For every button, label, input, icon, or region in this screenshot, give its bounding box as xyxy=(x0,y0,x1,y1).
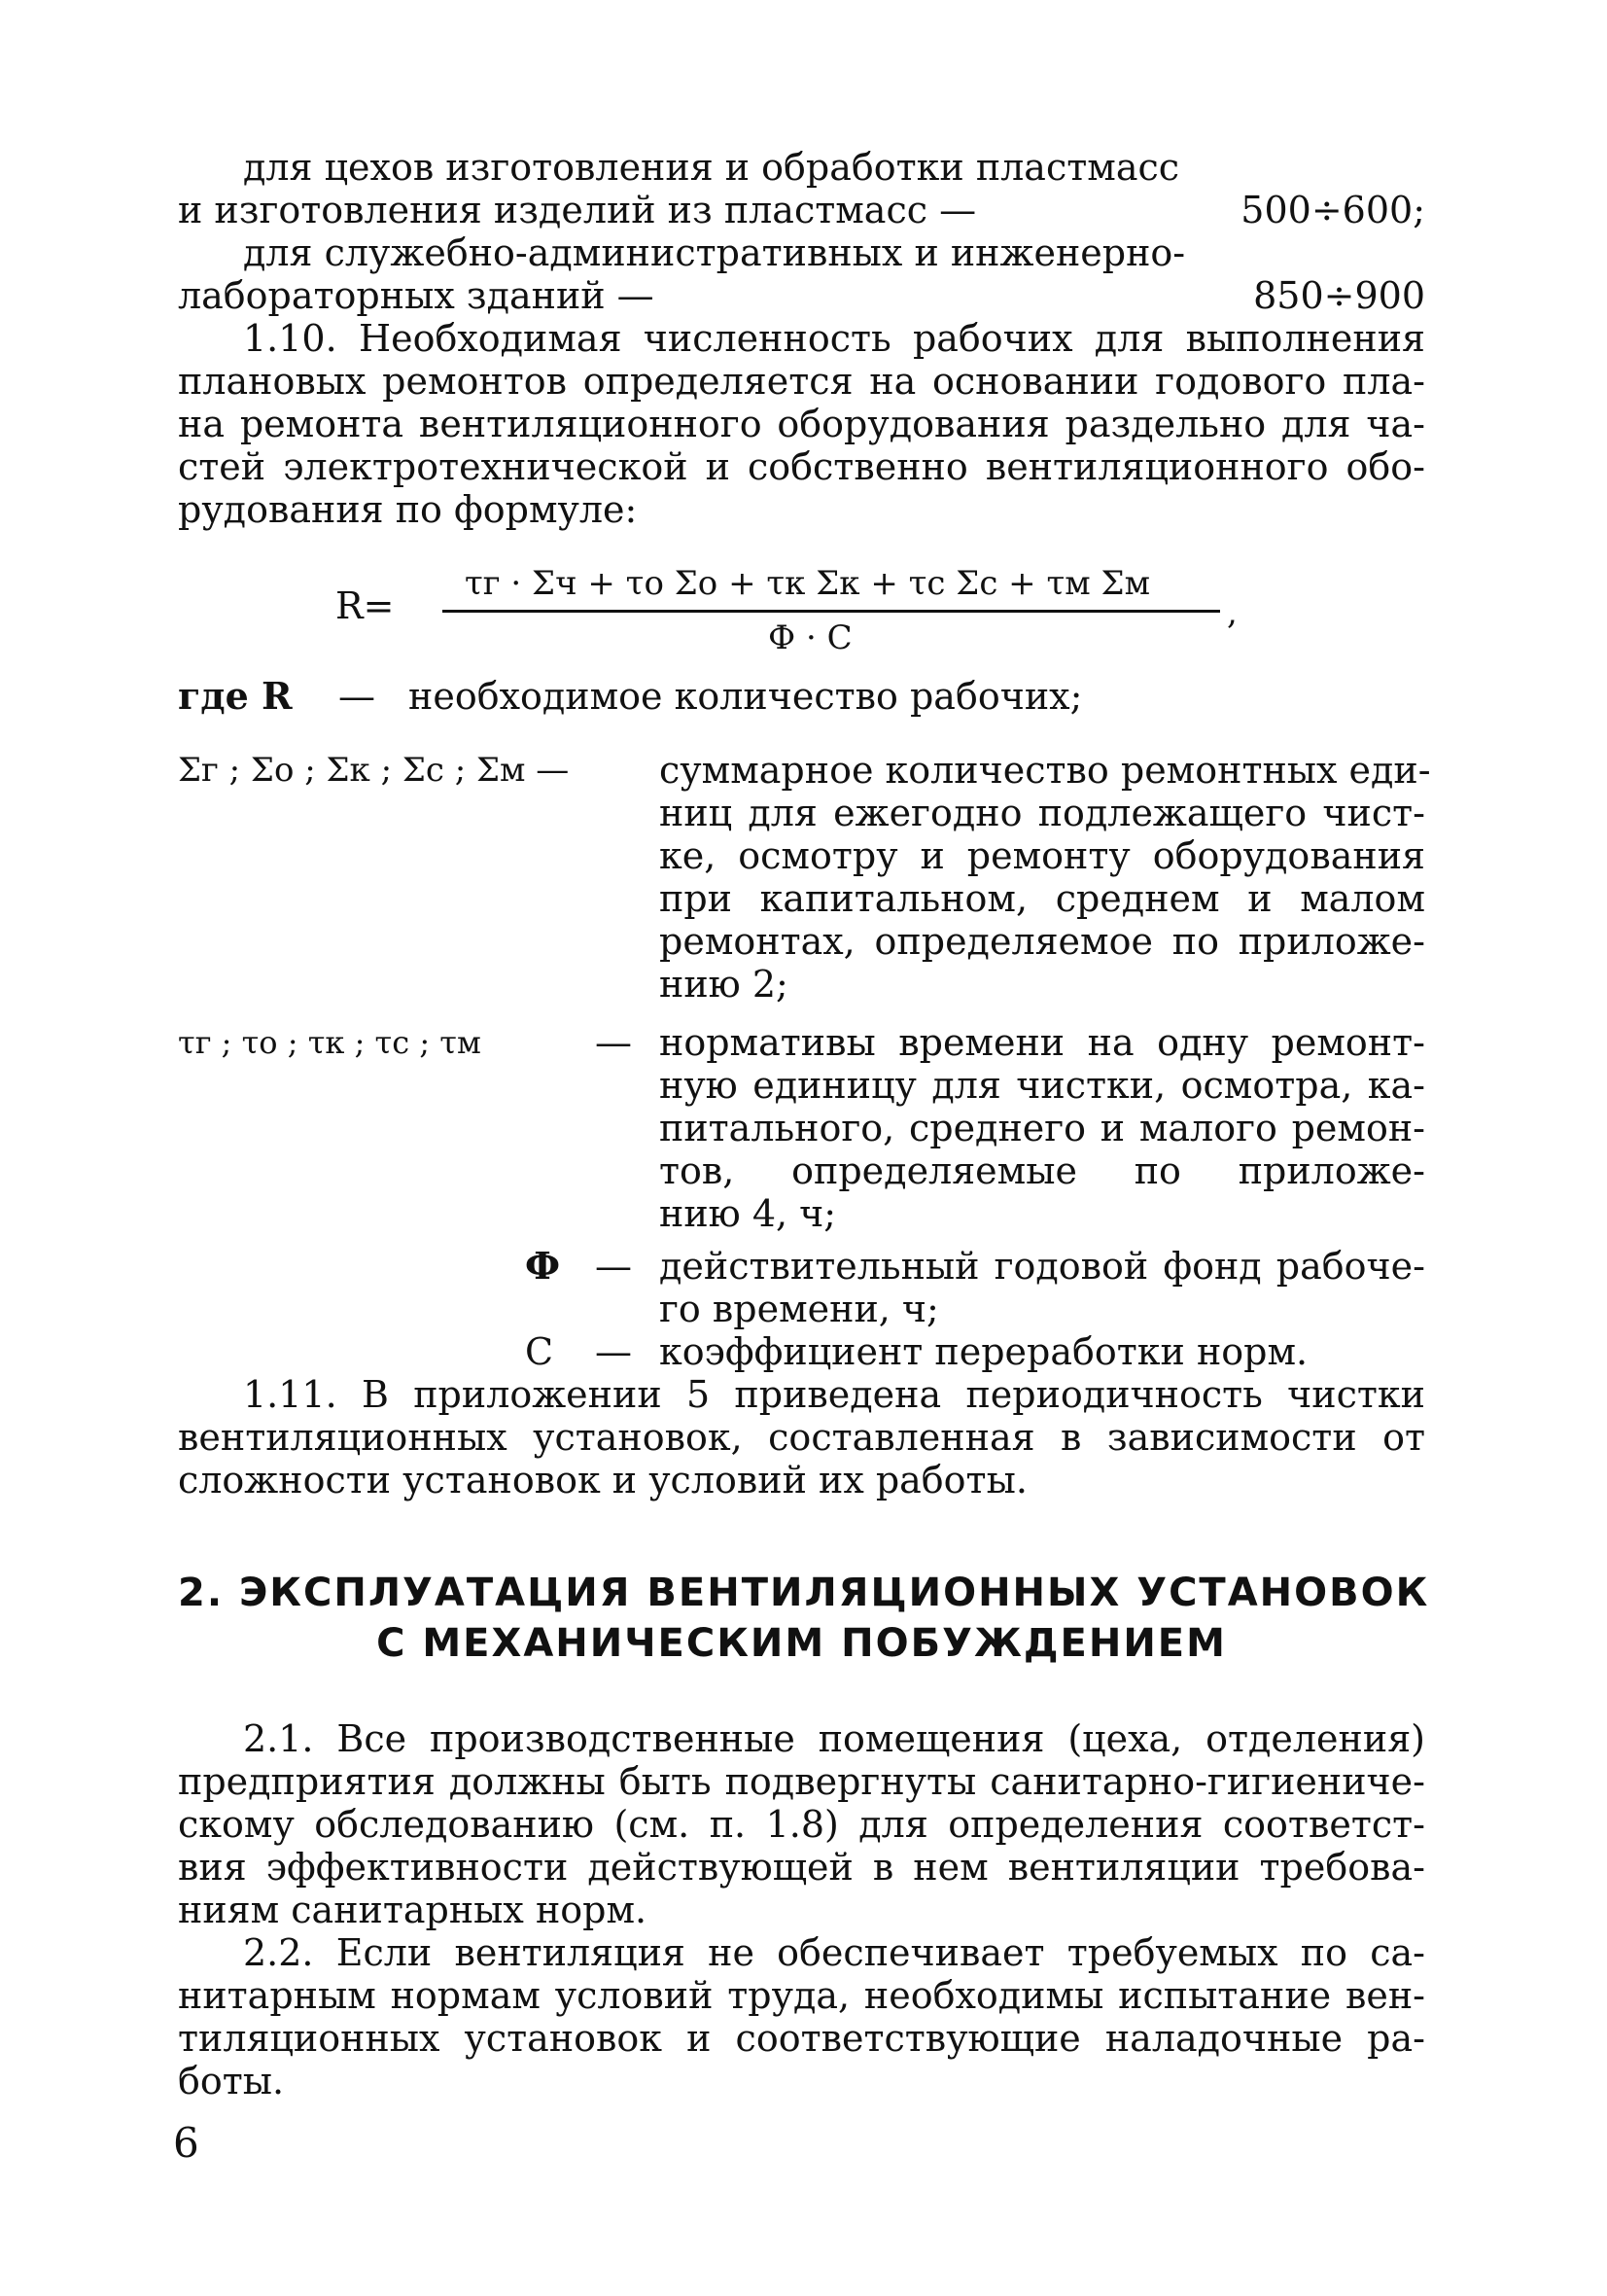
p110-line: стей электротехнической и собственно вентиляционного обо- xyxy=(178,445,1425,488)
legend-tau-def-line: нормативы времени на одну ремонт- xyxy=(659,1021,1425,1064)
intro-line-3: для служебно-административных и инженерно- xyxy=(243,231,1186,274)
legend-r-dash: — xyxy=(338,675,375,718)
p111-line: 1.11. В приложении 5 приведена периодичность чистки xyxy=(243,1373,1425,1416)
legend-sigma-def-line: ниц для ежегодно подлежащего чист- xyxy=(659,792,1425,834)
legend-tau-def-line: ную единицу для чистки, осмотра, ка- xyxy=(659,1064,1425,1107)
intro-line-4: лабораторных зданий — xyxy=(178,274,654,317)
p21-line: предприятия должны быть подвергнуты санитарно-гигиениче- xyxy=(178,1760,1425,1803)
legend-c-dash: — xyxy=(595,1330,632,1373)
legend-sigma-def-line: при капитальном, среднем и малом xyxy=(659,877,1425,920)
legend-sigma-symbols: Σг ; Σо ; Σк ; Σс ; Σм — xyxy=(178,751,570,790)
intro-value-2: 850÷900 xyxy=(1253,274,1425,317)
page-number: 6 xyxy=(173,2119,199,2167)
formula-lhs: R= xyxy=(335,584,395,627)
legend-tau-dash: — xyxy=(595,1021,632,1064)
legend-r-definition: необходимое количество рабочих; xyxy=(408,675,1083,718)
legend-tau-def-line: питального, среднего и малого ремон- xyxy=(659,1107,1425,1149)
formula-trailing-comma: , xyxy=(1227,593,1238,632)
p22-line: тиляционных установок и соответствующие наладочные ра- xyxy=(178,2017,1425,2060)
legend-sigma-def-line: нию 2; xyxy=(659,963,788,1006)
p22-line: нитарным нормам условий труда, необходимы испытание вен- xyxy=(178,1974,1425,2017)
p110-line: рудования по формуле: xyxy=(178,488,638,531)
legend-c-symbol: С xyxy=(525,1330,554,1373)
legend-sigma-def-line: ке, осмотру и ремонту оборудования xyxy=(659,834,1425,877)
p110-line: 1.10. Необходимая численность рабочих для выполнения xyxy=(243,317,1425,360)
legend-phi-symbol: Ф xyxy=(525,1244,561,1288)
intro-line-2: и изготовления изделий из пластмасс — xyxy=(178,189,977,231)
formula-numerator: τг · Σч + τо Σо + τк Σк + τс Σс + τм Σм xyxy=(465,564,1151,603)
legend-tau-symbols: τг ; τо ; τк ; τс ; τм xyxy=(178,1024,481,1061)
p111-line: вентиляционных установок, составленная в зависимости от xyxy=(178,1416,1425,1459)
legend-tau-def-line: тов, определяемые по приложе- xyxy=(659,1149,1425,1192)
legend-tau-def-line: нию 4, ч; xyxy=(659,1192,837,1235)
p110-line: на ремонта вентиляционного оборудования раздельно для ча- xyxy=(178,403,1425,445)
intro-line-1: для цехов изготовления и обработки пластмасс xyxy=(243,146,1180,189)
p22-line: 2.2. Если вентиляция не обеспечивает требуемых по са- xyxy=(243,1931,1425,1974)
legend-phi-dash: — xyxy=(595,1245,632,1288)
p22-line: боты. xyxy=(178,2060,285,2102)
p110-line: плановых ремонтов определяется на основании годового пла- xyxy=(178,360,1425,403)
legend-phi-def-line: го времени, ч; xyxy=(659,1288,939,1330)
section2-title-line1: 2. ЭКСПЛУАТАЦИЯ ВЕНТИЛЯЦИОННЫХ УСТАНОВОК xyxy=(178,1571,1430,1615)
p21-line: 2.1. Все производственные помещения (цеха, отделения) xyxy=(243,1717,1425,1760)
legend-c-definition: коэффициент переработки норм. xyxy=(659,1330,1309,1373)
legend-sigma-def-line: суммарное количество ремонтных еди- xyxy=(659,749,1431,792)
legend-phi-def-line: действительный годовой фонд рабоче- xyxy=(659,1245,1425,1288)
formula-fraction-bar xyxy=(442,610,1220,613)
intro-value-1: 500÷600; xyxy=(1240,189,1425,231)
legend-where-r: где R xyxy=(178,674,293,718)
p21-line: вия эффективности действующей в нем вентиляции требова- xyxy=(178,1846,1425,1889)
formula-denominator: Ф · С xyxy=(768,618,853,657)
p21-line: скому обследованию (см. п. 1.8) для определения соответст- xyxy=(178,1803,1425,1846)
p111-line: сложности установок и условий их работы. xyxy=(178,1459,1028,1501)
section2-title-line2: С МЕХАНИЧЕСКИМ ПОБУЖДЕНИЕМ xyxy=(376,1621,1227,1666)
p21-line: ниям санитарных норм. xyxy=(178,1889,647,1931)
legend-sigma-def-line: ремонтах, определяемое по приложе- xyxy=(659,920,1425,963)
